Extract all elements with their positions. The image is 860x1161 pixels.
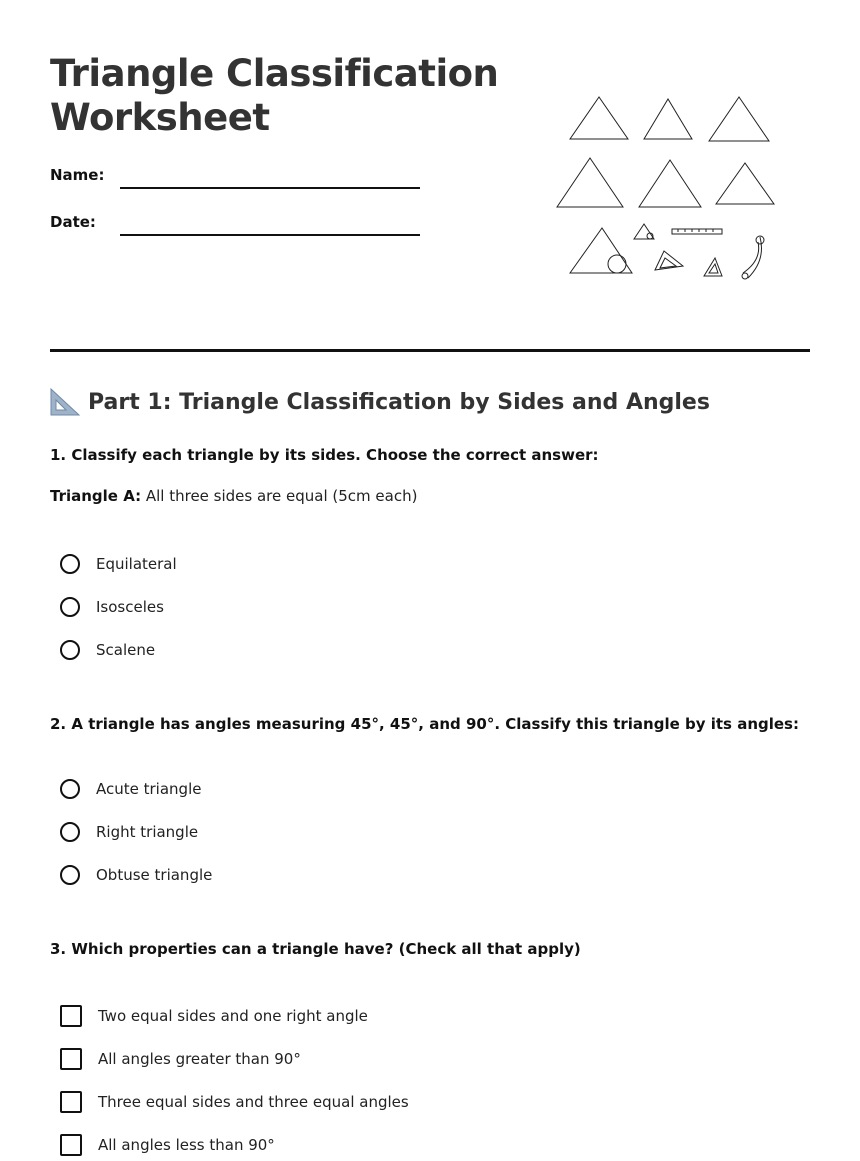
set-square-icon [634,224,654,239]
triangle-icon [570,228,632,273]
name-field[interactable] [120,187,420,189]
option-label: Scalene [96,641,156,659]
protractor-icon [608,255,626,273]
name-label: Name: [50,166,105,184]
triangle-icon [716,163,774,204]
radio-button[interactable] [60,640,80,660]
radio-button[interactable] [60,779,80,799]
page-title-line2: Worksheet [50,96,270,139]
option-obtuse[interactable] [60,865,212,885]
checkbox[interactable] [60,1048,82,1070]
date-field[interactable] [120,234,420,236]
option-right[interactable] [60,822,198,842]
checkbox[interactable] [60,1091,82,1113]
option-all-angles-greater-90[interactable] [60,1048,301,1070]
checkbox[interactable] [60,1134,82,1156]
option-label: Right triangle [96,823,199,841]
option-label: Equilateral [96,555,177,573]
triangle-icon [709,97,769,141]
option-label: Obtuse triangle [96,866,213,884]
triangles-illustration [552,90,782,290]
date-label: Date: [50,213,96,231]
triangle-icon [570,97,628,139]
set-square-icon [50,388,80,416]
question-3-prompt: 3. Which properties can a triangle have? (Check all that apply) [50,940,581,958]
compass-icon [748,237,762,278]
section-title: Part 1: Triangle Classification by Sides and Angles [88,389,710,415]
option-label: All angles greater than 90° [98,1050,301,1068]
section-heading [50,388,710,416]
section-divider [50,349,810,352]
option-label: Three equal sides and three equal angles [98,1093,409,1111]
radio-button[interactable] [60,554,80,574]
triangle-icon [557,158,623,207]
checkbox[interactable] [60,1005,82,1027]
triangle-icon [639,160,701,207]
option-label: All angles less than 90° [98,1136,275,1154]
option-acute[interactable] [60,779,201,799]
option-all-angles-less-90[interactable] [60,1134,275,1156]
option-label: Two equal sides and one right angle [98,1007,368,1025]
page-title [50,52,530,140]
ruler-icon [672,229,722,234]
option-two-equal-sides-right-angle[interactable] [60,1005,368,1027]
radio-button[interactable] [60,822,80,842]
question-1-prompt: 1. Classify each triangle by its sides. Choose the correct answer: [50,446,599,464]
option-three-equal-sides-angles[interactable] [60,1091,409,1113]
option-scalene[interactable] [60,640,155,660]
radio-button[interactable] [60,865,80,885]
option-isosceles[interactable] [60,597,164,617]
question-1-subprompt [50,487,417,505]
page-title-line1: Triangle Classification [50,52,499,95]
option-label: Acute triangle [96,780,202,798]
option-label: Isosceles [96,598,164,616]
question-2-prompt: 2. A triangle has angles measuring 45°, 45°, and 90°. Classify this triangle by its angles: [50,715,799,733]
triangle-a-label: Triangle A: [50,487,142,505]
option-equilateral[interactable] [60,554,177,574]
triangle-icon [644,99,692,139]
triangle-a-text: All three sides are equal (5cm each) [141,487,418,505]
radio-button[interactable] [60,597,80,617]
